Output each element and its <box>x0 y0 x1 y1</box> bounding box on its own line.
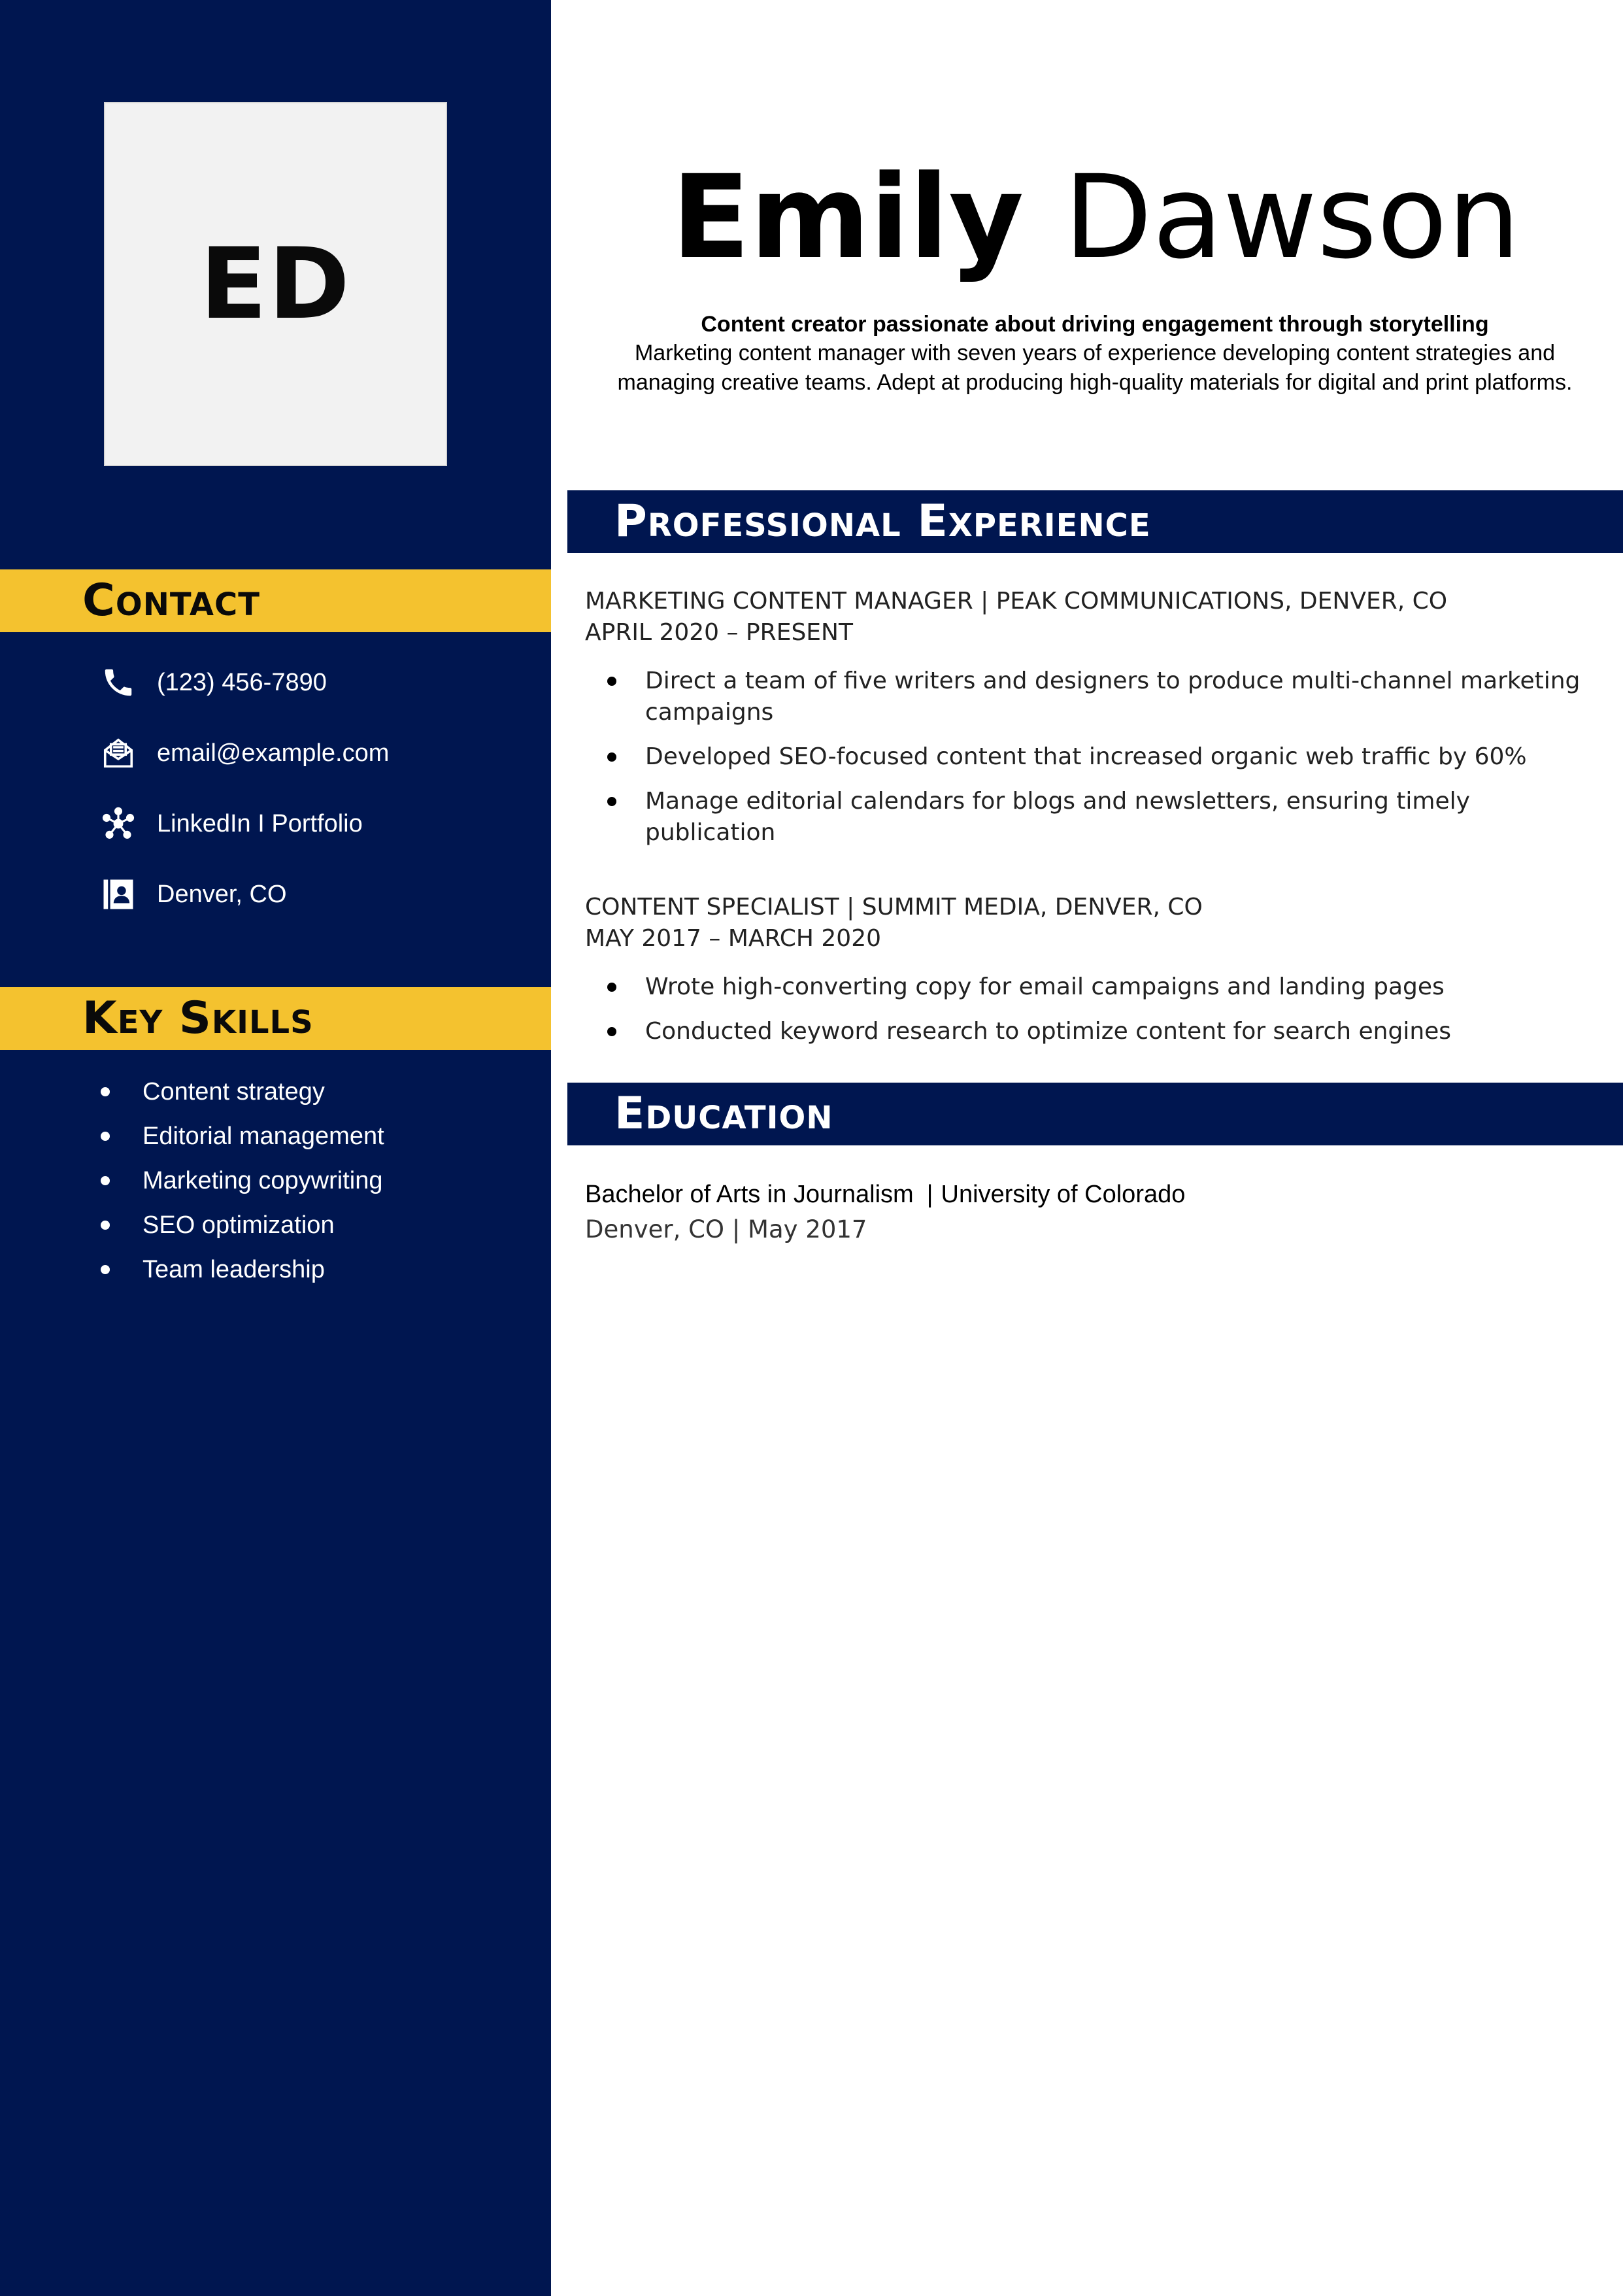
bullet-icon <box>101 1132 110 1141</box>
sidebar <box>0 0 551 2296</box>
list-item <box>645 741 1605 773</box>
list-item <box>645 666 1605 728</box>
education-entry <box>585 1177 1605 1247</box>
list-item <box>101 1070 384 1114</box>
bullet-icon <box>607 677 616 686</box>
education-title: Education <box>614 1088 833 1140</box>
education-meta: Denver, CO | May 2017 <box>585 1215 867 1243</box>
phone-text: (123) 456-7890 <box>157 668 327 696</box>
experience-title: Professional Experience <box>614 496 1151 547</box>
list-item <box>101 1203 384 1247</box>
candidate-name <box>569 150 1623 284</box>
network-icon <box>99 805 137 843</box>
skill-text: Editorial management <box>142 1122 384 1150</box>
contact-location <box>99 859 544 930</box>
bullet-text: Conducted keyword research to optimize content for search engines <box>645 1018 1452 1045</box>
job-dates: APRIL 2020 – PRESENT <box>585 619 853 646</box>
bullet-icon <box>101 1265 110 1274</box>
experience-header <box>567 490 1623 553</box>
contact-phone <box>99 647 544 718</box>
school: University of Colorado <box>941 1181 1186 1208</box>
bullet-text: Wrote high-converting copy for email campaigns and landing pages <box>645 973 1445 1000</box>
skills-header <box>0 987 551 1050</box>
skill-text: Marketing copywriting <box>142 1166 383 1194</box>
education-header <box>567 1083 1623 1145</box>
skill-text: Team leadership <box>142 1255 325 1283</box>
contact-header <box>0 569 551 632</box>
job-bullets <box>645 971 1605 1047</box>
bullet-icon <box>101 1087 110 1096</box>
list-item <box>645 971 1605 1003</box>
bullet-icon <box>607 797 616 806</box>
separator: | <box>926 1181 933 1208</box>
email-icon <box>99 734 137 772</box>
email-text: email@example.com <box>157 739 390 767</box>
phone-icon <box>99 664 137 701</box>
skills-title: Key Skills <box>82 992 314 1044</box>
summary <box>588 310 1601 397</box>
job-bullets <box>645 666 1605 849</box>
contact-list <box>99 647 544 930</box>
bullet-icon <box>101 1176 110 1185</box>
job-heading: CONTENT SPECIALIST | SUMMIT MEDIA, DENVER, CO <box>585 894 1203 920</box>
job-entry <box>585 892 1605 1060</box>
bullet-icon <box>607 752 616 762</box>
contact-email <box>99 718 544 788</box>
bullet-text: Direct a team of five writers and designers to produce multi-channel marketing campaigns <box>645 667 1581 726</box>
location-text: Denver, CO <box>157 880 287 908</box>
first-name: Emily <box>671 150 1024 284</box>
bullet-text: Manage editorial calendars for blogs and newsletters, ensuring timely publication <box>645 788 1470 846</box>
skill-text: SEO optimization <box>142 1211 335 1239</box>
list-item <box>645 1016 1605 1047</box>
list-item <box>101 1158 384 1203</box>
list-item <box>101 1247 384 1292</box>
last-name: Dawson <box>1063 150 1520 284</box>
job-entry <box>585 586 1605 862</box>
contact-title: Contact <box>82 575 261 626</box>
bullet-text: Developed SEO-focused content that increased organic web traffic by 60% <box>645 743 1527 770</box>
bullet-icon <box>607 1027 616 1036</box>
tagline: Content creator passionate about driving engagement through storytelling <box>701 312 1489 337</box>
bullet-icon <box>101 1221 110 1230</box>
monogram: ED <box>200 227 351 341</box>
monogram-box <box>104 102 447 466</box>
degree: Bachelor of Arts in Journalism <box>585 1181 914 1208</box>
education-degree-line <box>585 1177 1605 1212</box>
links-text: LinkedIn I Portfolio <box>157 809 363 837</box>
job-heading: MARKETING CONTENT MANAGER | PEAK COMMUNICATIONS, DENVER, CO <box>585 588 1448 615</box>
address-book-icon <box>99 875 137 913</box>
list-item <box>645 786 1605 849</box>
list-item <box>101 1114 384 1158</box>
contact-links <box>99 788 544 859</box>
summary-text: Marketing content manager with seven years of experience developing content strategies and managing creative teams. Adept at producing high-quality materials for digital and print platforms. <box>617 341 1573 395</box>
skill-text: Content strategy <box>142 1077 325 1106</box>
job-dates: MAY 2017 – MARCH 2020 <box>585 925 882 952</box>
bullet-icon <box>607 983 616 992</box>
skills-list <box>101 1070 384 1292</box>
